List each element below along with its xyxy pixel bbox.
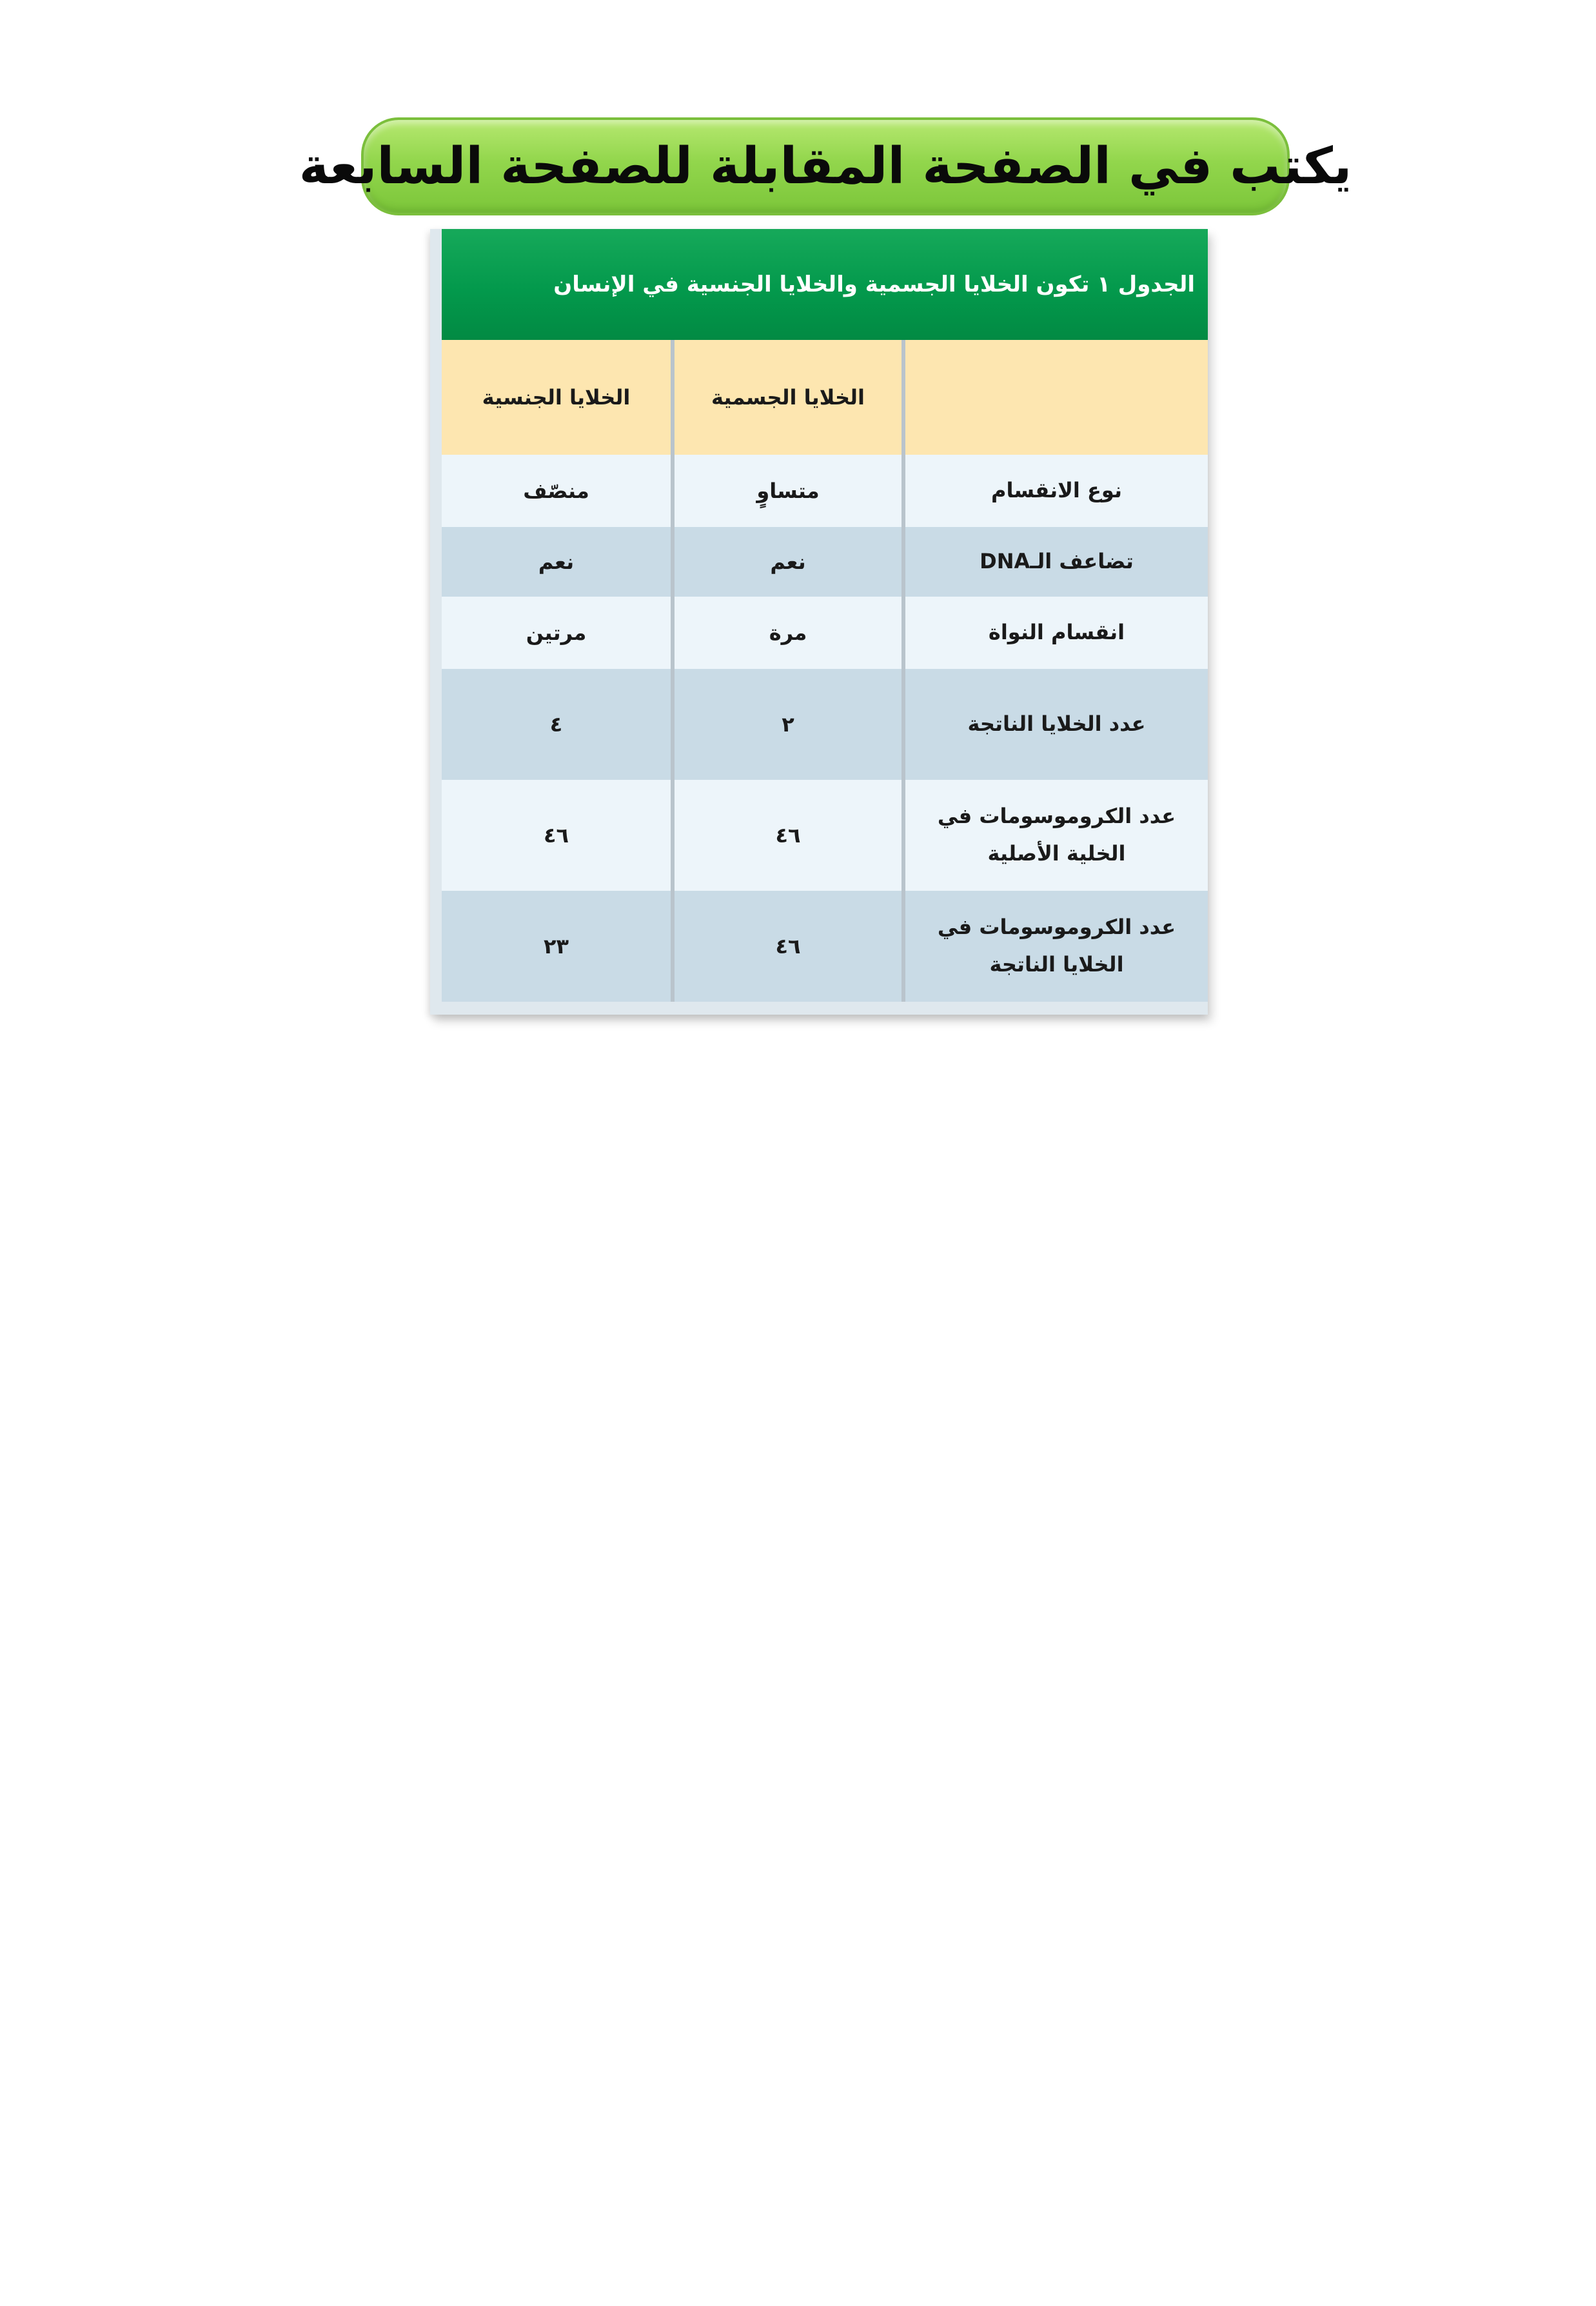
somatic-value: ٤٦ [673, 780, 903, 891]
somatic-value: متساوٍ [673, 455, 903, 527]
table-header-row [442, 340, 1208, 455]
sex-value: ٤٦ [442, 780, 673, 891]
table-row [442, 527, 1208, 597]
row-label: عدد الخلايا الناتجة [903, 669, 1208, 780]
somatic-value: مرة [673, 597, 903, 669]
somatic-value: ٢ [673, 669, 903, 780]
sex-value: مرتين [442, 597, 673, 669]
sex-value: منصّف [442, 455, 673, 527]
row-label: عدد الكروموسومات في الخلايا الناتجة [903, 891, 1208, 1002]
row-label: عدد الكروموسومات في الخلية الأصلية [903, 780, 1208, 891]
sex-value: ٢٣ [442, 891, 673, 1002]
table-row [442, 455, 1208, 527]
table-title: الجدول ١ تكون الخلايا الجسمية والخلايا الجنسية في الإنسان [553, 272, 1195, 297]
table-row [442, 597, 1208, 669]
table-title-bar [442, 229, 1208, 340]
table-row [442, 669, 1208, 780]
row-label: انقسام النواة [903, 597, 1208, 669]
header-cell-sex: الخلايا الجنسية [442, 340, 673, 455]
page-banner [299, 117, 1352, 215]
header-cell-somatic: الخلايا الجسمية [673, 340, 903, 455]
banner-text: يكتب في الصفحة المقابلة للصفحة السابعة [299, 137, 1352, 195]
somatic-value: نعم [673, 527, 903, 597]
table-row [442, 891, 1208, 1002]
sex-value: ٤ [442, 669, 673, 780]
row-label: نوع الانقسام [903, 455, 1208, 527]
somatic-value: ٤٦ [673, 891, 903, 1002]
comparison-table-panel [430, 229, 1208, 1015]
header-cell-empty [903, 340, 1208, 455]
comparison-table [442, 340, 1208, 1002]
row-label: تضاعف الـDNA [903, 527, 1208, 597]
table-row [442, 780, 1208, 891]
sex-value: نعم [442, 527, 673, 597]
